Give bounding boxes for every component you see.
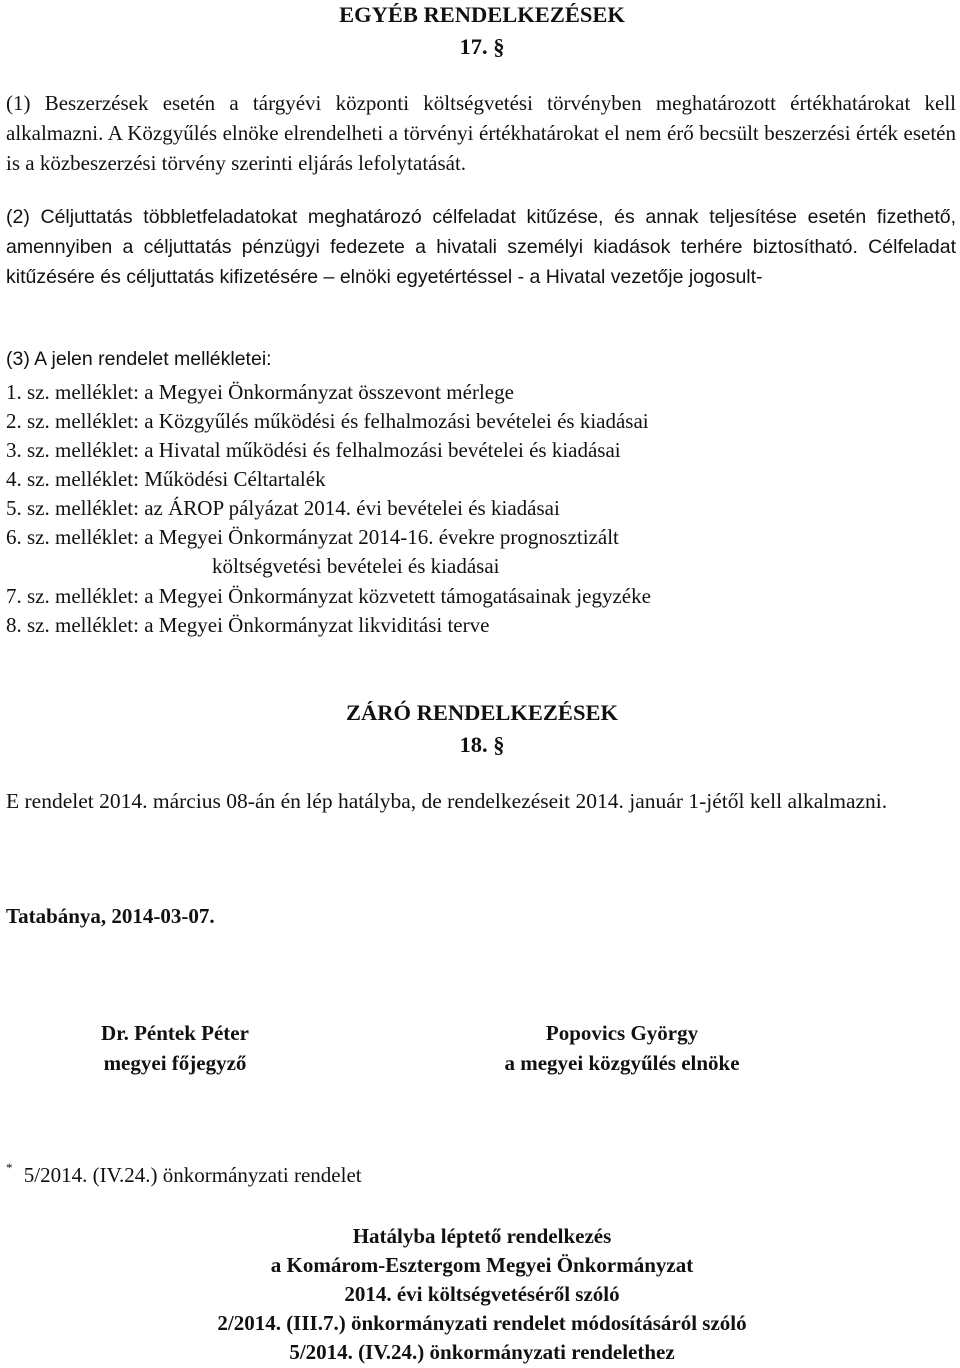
attachment-item: 3. sz. melléklet: a Hivatal működési és felhalmozási bevételei és kiadásai — [6, 438, 621, 462]
section-number-17: 17. § — [459, 34, 505, 59]
paragraph-2: (2) Céljuttatás többletfeladatokat meghatározó célfeladat kitűzése, és annak teljesítése esetén fizethető, amennyiben a céljuttatás pénzügyi fedezete a hivatali személyi kiadások terhére biztosítható. Célfeladat kitűzésére és céljuttatás kifizetésére – elnöki egyetértéssel - a Hivatal vezetője jogosult- — [6, 206, 956, 288]
footnote-mark: * — [6, 1160, 13, 1175]
paragraph-1: (1) Beszerzések esetén a tárgyévi központi költségvetési törvényben meghatározott értékhatárokat kell alkalmazni. A Közgyűlés elnöke elrendelheti a törvényi értékhatárokat el nem érő becsült beszerzési érték esetén is a közbeszerzési törvény szerinti eljárás lefolytatását. — [6, 91, 956, 175]
attachments-intro: (3) A jelen rendelet mellékletei: — [6, 348, 272, 370]
footer-line: Hatályba léptető rendelkezés — [352, 1224, 612, 1248]
footer-line: 2014. évi költségvetéséről szóló — [344, 1282, 620, 1306]
place-date: Tatabánya, 2014-03-07. — [6, 904, 215, 928]
footer-line: 2/2014. (III.7.) önkormányzati rendelet módosításáról szóló — [217, 1311, 747, 1335]
signatory-role: megyei főjegyző — [103, 1051, 247, 1075]
signatory-role: a megyei közgyűlés elnöke — [504, 1051, 740, 1075]
signatory-name: Dr. Péntek Péter — [101, 1021, 249, 1045]
attachment-item: 4. sz. melléklet: Működési Céltartalék — [6, 467, 326, 491]
attachment-item-continuation: költségvetési bevételei és kiadásai — [212, 554, 500, 578]
section-title-final: ZÁRÓ RENDELKEZÉSEK — [346, 700, 618, 725]
attachment-item: 7. sz. melléklet: a Megyei Önkormányzat közvetett támogatásainak jegyzéke — [6, 584, 651, 608]
final-provision-text: E rendelet 2014. március 08-án én lép hatályba, de rendelkezéseit 2014. január 1-jétől kell alkalmazni. — [6, 789, 888, 813]
attachment-item: 8. sz. melléklet: a Megyei Önkormányzat likviditási terve — [6, 613, 490, 637]
footnote — [6, 1160, 362, 1188]
attachment-item: 1. sz. melléklet: a Megyei Önkormányzat összevont mérlege — [6, 380, 514, 404]
footer-line: 5/2014. (IV.24.) önkormányzati rendelethez — [289, 1340, 675, 1364]
attachment-item: 5. sz. melléklet: az ÁROP pályázat 2014. évi bevételei és kiadásai — [6, 496, 560, 520]
footnote-text: 5/2014. (IV.24.) önkormányzati rendelet — [23, 1163, 362, 1187]
signature-block-left — [50, 1018, 300, 1078]
footer-block — [6, 1222, 958, 1367]
attachment-item: 2. sz. melléklet: a Közgyűlés működési és felhalmozási bevételei és kiadásai — [6, 409, 649, 433]
section-number-18: 18. § — [459, 732, 505, 757]
section-title-other: EGYÉB RENDELKEZÉSEK — [339, 2, 625, 27]
attachment-item: 6. sz. melléklet: a Megyei Önkormányzat 2014-16. évekre prognosztizált — [6, 525, 619, 549]
signatory-name: Popovics György — [545, 1021, 699, 1045]
footer-line: a Komárom-Esztergom Megyei Önkormányzat — [270, 1253, 694, 1277]
signature-block-right — [482, 1018, 762, 1078]
